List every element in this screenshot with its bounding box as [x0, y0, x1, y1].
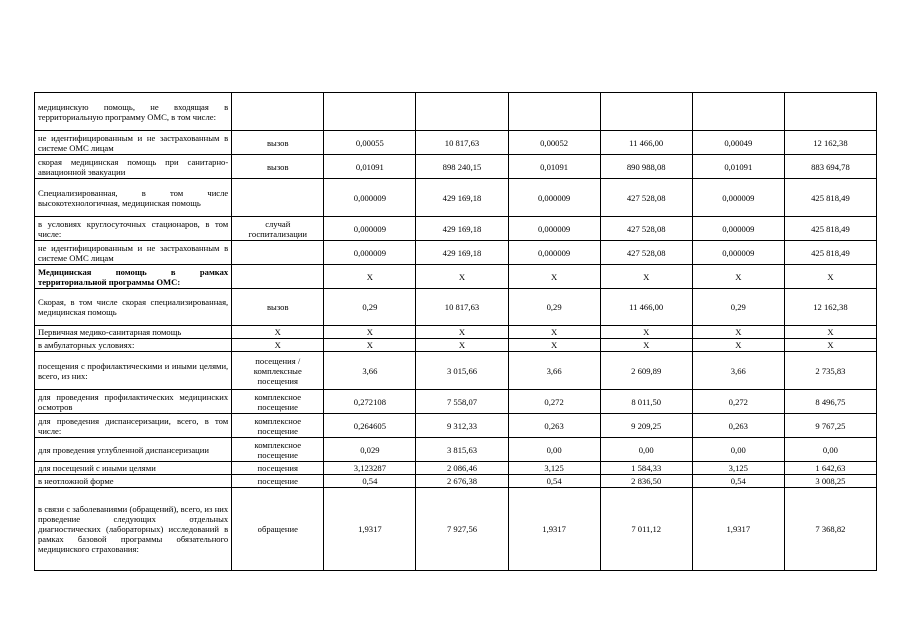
value-cell: 427 528,08: [600, 217, 692, 241]
value-cell: [416, 93, 508, 131]
value-cell: [508, 93, 600, 131]
value-cell: 425 818,49: [784, 217, 876, 241]
value-cell: 0,54: [324, 475, 416, 488]
value-cell: 3 815,63: [416, 438, 508, 462]
row-name-cell: для проведения диспансеризации, всего, в том числе:: [35, 414, 232, 438]
value-cell: 3,123287: [324, 462, 416, 475]
value-cell: 0,000009: [508, 217, 600, 241]
value-cell: 3 008,25: [784, 475, 876, 488]
row-name-cell: медицинскую помощь, не входящая в территориальную программу ОМС, в том числе:: [35, 93, 232, 131]
unit-cell: посещения / комплексные посещения: [232, 352, 324, 390]
value-cell: 7 011,12: [600, 488, 692, 571]
value-cell: 0,272: [508, 390, 600, 414]
table-row: [35, 93, 877, 131]
table-row: [35, 265, 877, 289]
row-name-cell: Медицинская помощь в рамках территориальной программы ОМС:: [35, 265, 232, 289]
value-cell: X: [600, 326, 692, 339]
table-row: [35, 390, 877, 414]
value-cell: X: [416, 265, 508, 289]
value-cell: 7 558,07: [416, 390, 508, 414]
table-row: [35, 217, 877, 241]
value-cell: 9 209,25: [600, 414, 692, 438]
value-cell: [324, 93, 416, 131]
value-cell: 2 086,46: [416, 462, 508, 475]
value-cell: 0,01091: [692, 155, 784, 179]
value-cell: 0,00: [508, 438, 600, 462]
row-name-cell: скорая медицинская помощь при санитарно-авиационной эвакуации: [35, 155, 232, 179]
row-name-cell: не идентифицированным и не застрахованным в системе ОМС лицам: [35, 131, 232, 155]
value-cell: 0,00: [692, 438, 784, 462]
value-cell: 2 836,50: [600, 475, 692, 488]
row-name-cell: в амбулаторных условиях:: [35, 339, 232, 352]
value-cell: X: [692, 326, 784, 339]
value-cell: 0,01091: [324, 155, 416, 179]
table-row: [35, 414, 877, 438]
value-cell: 883 694,78: [784, 155, 876, 179]
value-cell: 1,9317: [508, 488, 600, 571]
value-cell: 11 466,00: [600, 289, 692, 326]
table-row: [35, 289, 877, 326]
value-cell: 0,00055: [324, 131, 416, 155]
value-cell: 1 584,33: [600, 462, 692, 475]
row-name-cell: в условиях круглосуточных стационаров, в том числе:: [35, 217, 232, 241]
table-row: [35, 339, 877, 352]
data-table: [34, 92, 877, 571]
unit-cell: посещение: [232, 475, 324, 488]
value-cell: 3,125: [692, 462, 784, 475]
unit-cell: случай госпитализации: [232, 217, 324, 241]
table-row: [35, 462, 877, 475]
row-name-cell: для посещений с иными целями: [35, 462, 232, 475]
value-cell: X: [784, 326, 876, 339]
value-cell: 0,263: [692, 414, 784, 438]
value-cell: 0,029: [324, 438, 416, 462]
value-cell: 0,000009: [692, 179, 784, 217]
unit-cell: посещения: [232, 462, 324, 475]
value-cell: 1 642,63: [784, 462, 876, 475]
table-row: [35, 488, 877, 571]
value-cell: 7 368,82: [784, 488, 876, 571]
value-cell: 0,000009: [508, 179, 600, 217]
value-cell: 0,000009: [324, 179, 416, 217]
value-cell: X: [416, 339, 508, 352]
value-cell: X: [784, 339, 876, 352]
table-row: [35, 179, 877, 217]
value-cell: 0,263: [508, 414, 600, 438]
table-body: [35, 93, 877, 571]
value-cell: [784, 93, 876, 131]
unit-cell: вызов: [232, 155, 324, 179]
table-row: [35, 352, 877, 390]
value-cell: 0,000009: [324, 241, 416, 265]
value-cell: 0,00049: [692, 131, 784, 155]
row-name-cell: в неотложной форме: [35, 475, 232, 488]
value-cell: 0,272108: [324, 390, 416, 414]
value-cell: 0,264605: [324, 414, 416, 438]
value-cell: 427 528,08: [600, 241, 692, 265]
value-cell: 11 466,00: [600, 131, 692, 155]
value-cell: X: [692, 265, 784, 289]
value-cell: 3,66: [324, 352, 416, 390]
unit-cell: вызов: [232, 289, 324, 326]
value-cell: 898 240,15: [416, 155, 508, 179]
table-row: [35, 475, 877, 488]
unit-cell: [232, 93, 324, 131]
row-name-cell: Скорая, в том числе скорая специализированная, медицинская помощь: [35, 289, 232, 326]
value-cell: 2 676,38: [416, 475, 508, 488]
value-cell: X: [508, 265, 600, 289]
value-cell: 425 818,49: [784, 241, 876, 265]
value-cell: 0,29: [324, 289, 416, 326]
row-name-cell: для проведения углубленной диспансеризации: [35, 438, 232, 462]
value-cell: 429 169,18: [416, 217, 508, 241]
row-name-cell: посещения с профилактическими и иными целями, всего, из них:: [35, 352, 232, 390]
value-cell: 9 767,25: [784, 414, 876, 438]
unit-cell: комплексное посещение: [232, 438, 324, 462]
unit-cell: [232, 241, 324, 265]
value-cell: 0,29: [692, 289, 784, 326]
unit-cell: X: [232, 339, 324, 352]
row-name-cell: не идентифицированным и не застрахованным в системе ОМС лицам: [35, 241, 232, 265]
value-cell: 12 162,38: [784, 289, 876, 326]
value-cell: 429 169,18: [416, 179, 508, 217]
value-cell: 427 528,08: [600, 179, 692, 217]
value-cell: X: [324, 339, 416, 352]
value-cell: 0,01091: [508, 155, 600, 179]
value-cell: X: [600, 265, 692, 289]
value-cell: 8 011,50: [600, 390, 692, 414]
unit-cell: комплексное посещение: [232, 414, 324, 438]
value-cell: 0,00052: [508, 131, 600, 155]
value-cell: 12 162,38: [784, 131, 876, 155]
value-cell: 890 988,08: [600, 155, 692, 179]
unit-cell: X: [232, 326, 324, 339]
value-cell: X: [692, 339, 784, 352]
row-name-cell: Первичная медико-санитарная помощь: [35, 326, 232, 339]
value-cell: 0,000009: [692, 241, 784, 265]
row-name-cell: в связи с заболеваниями (обращений), всего, из них проведение следующих отдельных диагностических (лабораторных) исследований в рамках базовой программы обязательного медицинского страхования:: [35, 488, 232, 571]
value-cell: 7 927,56: [416, 488, 508, 571]
value-cell: 3,66: [692, 352, 784, 390]
table-row: [35, 438, 877, 462]
value-cell: 0,000009: [508, 241, 600, 265]
table-row: [35, 326, 877, 339]
table-row: [35, 131, 877, 155]
value-cell: 0,272: [692, 390, 784, 414]
value-cell: 0,00: [600, 438, 692, 462]
row-name-cell: для проведения профилактических медицинских осмотров: [35, 390, 232, 414]
value-cell: [600, 93, 692, 131]
unit-cell: [232, 179, 324, 217]
table-row: [35, 241, 877, 265]
unit-cell: вызов: [232, 131, 324, 155]
value-cell: X: [416, 326, 508, 339]
value-cell: 3 015,66: [416, 352, 508, 390]
value-cell: X: [508, 339, 600, 352]
unit-cell: обращение: [232, 488, 324, 571]
value-cell: X: [600, 339, 692, 352]
value-cell: 0,00: [784, 438, 876, 462]
table-row: [35, 155, 877, 179]
row-name-cell: Специализированная, в том числе высокотехнологичная, медицинская помощь: [35, 179, 232, 217]
value-cell: X: [324, 265, 416, 289]
value-cell: X: [784, 265, 876, 289]
value-cell: 9 312,33: [416, 414, 508, 438]
value-cell: 0,000009: [692, 217, 784, 241]
unit-cell: [232, 265, 324, 289]
value-cell: 10 817,63: [416, 289, 508, 326]
value-cell: [692, 93, 784, 131]
value-cell: 0,29: [508, 289, 600, 326]
value-cell: X: [508, 326, 600, 339]
value-cell: 0,54: [508, 475, 600, 488]
value-cell: 3,66: [508, 352, 600, 390]
value-cell: 2 735,83: [784, 352, 876, 390]
value-cell: 8 496,75: [784, 390, 876, 414]
value-cell: X: [324, 326, 416, 339]
value-cell: 10 817,63: [416, 131, 508, 155]
value-cell: 1,9317: [692, 488, 784, 571]
value-cell: 425 818,49: [784, 179, 876, 217]
unit-cell: комплексное посещение: [232, 390, 324, 414]
value-cell: 429 169,18: [416, 241, 508, 265]
value-cell: 1,9317: [324, 488, 416, 571]
value-cell: 0,54: [692, 475, 784, 488]
value-cell: 0,000009: [324, 217, 416, 241]
value-cell: 2 609,89: [600, 352, 692, 390]
value-cell: 3,125: [508, 462, 600, 475]
